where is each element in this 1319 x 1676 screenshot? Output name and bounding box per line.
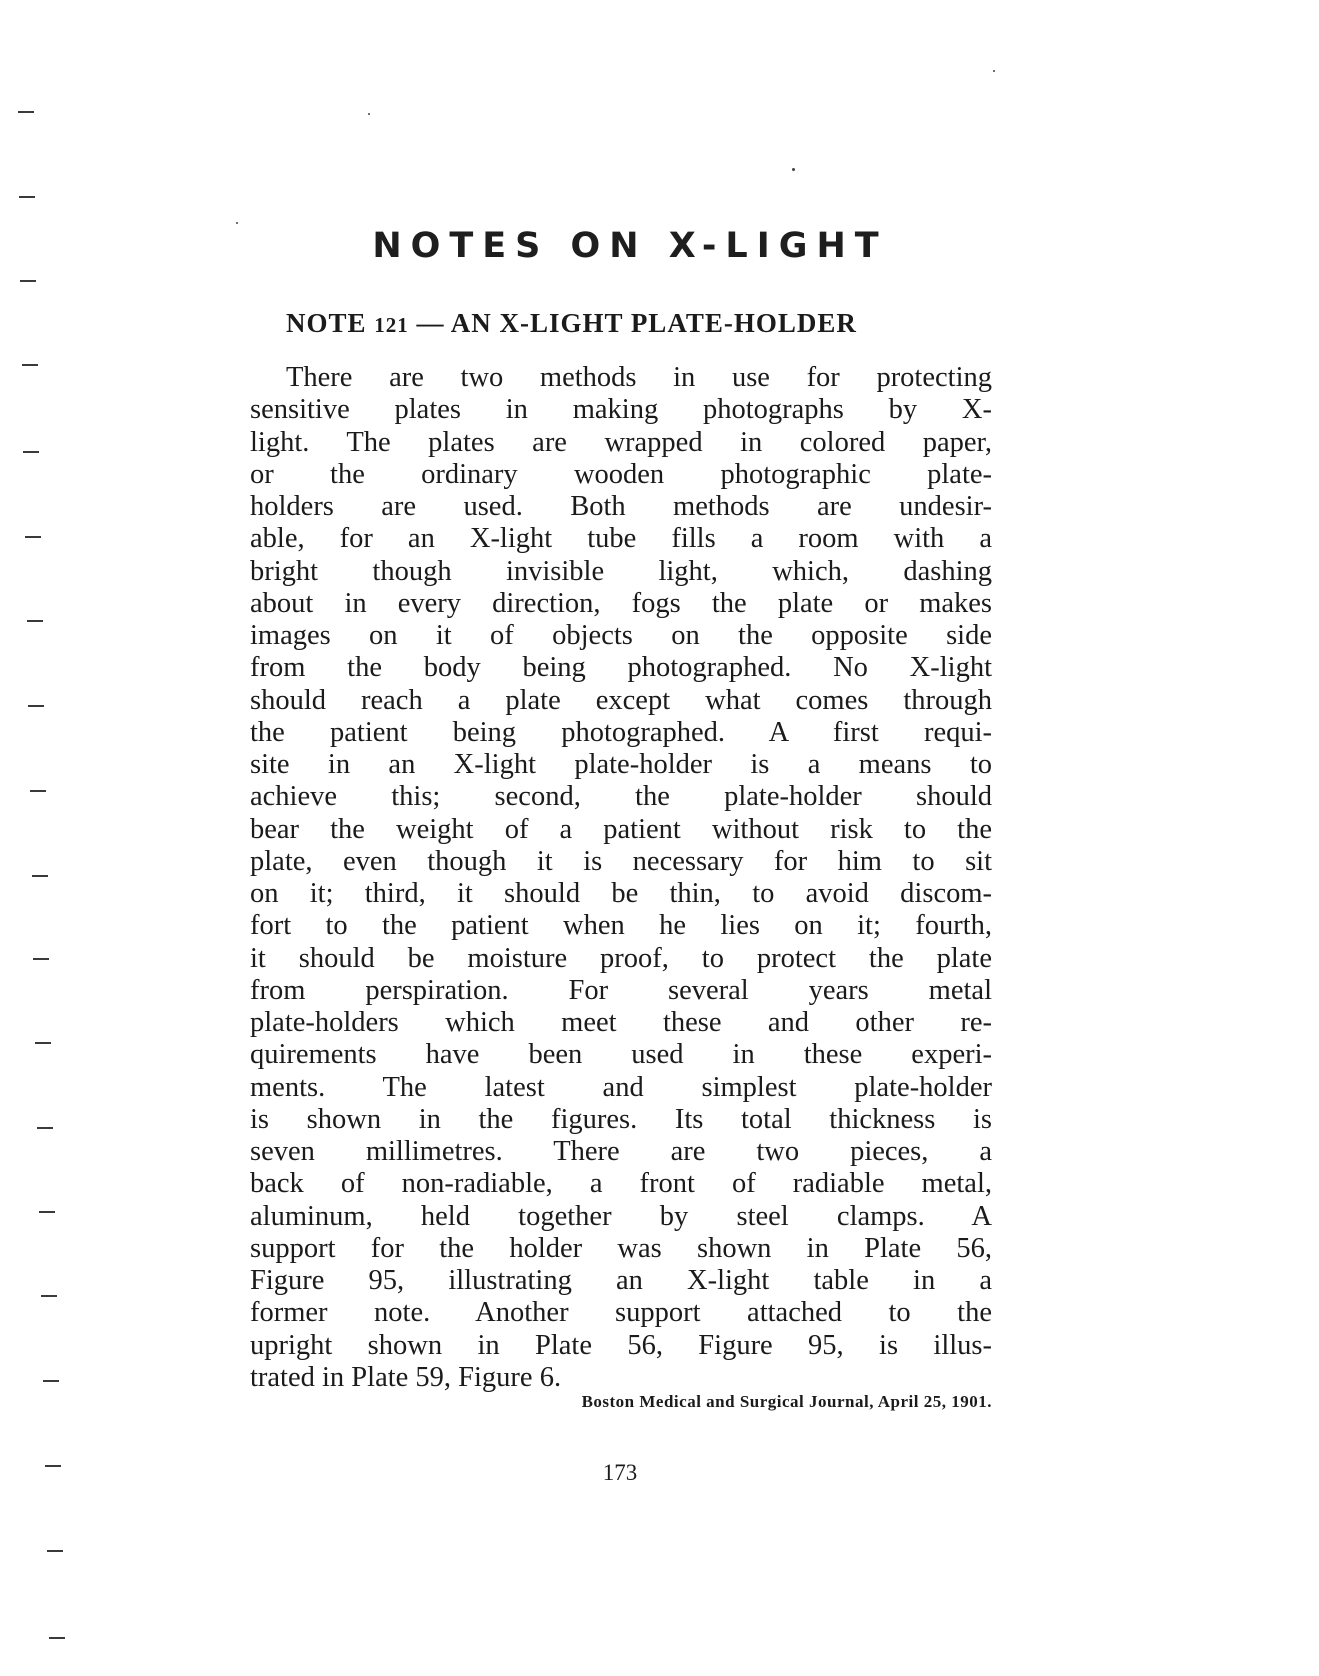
body-line: it should be moisture proof, to protect the plate [250, 942, 992, 974]
body-line: bear the weight of a patient without risk to the [250, 813, 992, 845]
note-title-text: — AN X-LIGHT PLATE-HOLDER [408, 308, 857, 338]
binding-mark [45, 1465, 61, 1467]
dust-speck [368, 113, 370, 115]
binding-mark [47, 1550, 63, 1552]
binding-mark [30, 790, 46, 792]
binding-mark [49, 1637, 65, 1639]
binding-mark [18, 111, 34, 113]
binding-mark [39, 1211, 55, 1213]
body-line: former note. Another support attached to the [250, 1297, 992, 1329]
binding-mark [28, 705, 44, 707]
dust-speck [792, 168, 795, 171]
body-line: ments. The latest and simplest plate-holder [250, 1071, 992, 1103]
body-text [250, 362, 992, 1394]
body-line: from the body being photographed. No X-light [250, 652, 992, 684]
binding-mark [43, 1380, 59, 1382]
body-line: back of non-radiable, a front of radiable metal, [250, 1168, 992, 1200]
binding-mark [32, 875, 48, 877]
binding-marks [0, 0, 80, 1676]
citation: Boston Medical and Surgical Journal, April 25, 1901. [581, 1392, 992, 1411]
body-line: images on it of objects on the opposite side [250, 620, 992, 651]
dust-speck [993, 70, 995, 72]
body-line: able, for an X-light tube fills a room with a [250, 523, 992, 555]
body-line: about in every direction, fogs the plate or makes [250, 587, 992, 619]
body-line: achieve this; second, the plate-holder should [250, 781, 992, 813]
page-heading: NOTES ON X-LIGHT [372, 226, 888, 266]
body-line: There are two methods in use for protecting [286, 362, 992, 393]
dust-speck [236, 222, 238, 224]
body-line: aluminum, held together by steel clamps. A [250, 1200, 992, 1232]
body-line: on it; third, it should be thin, to avoid discom- [250, 878, 992, 909]
binding-mark [35, 1042, 51, 1044]
binding-mark [33, 958, 49, 960]
binding-mark [22, 364, 38, 366]
note-title [286, 308, 1006, 339]
binding-mark [19, 196, 35, 198]
body-line: sensitive plates in making photographs by X- [250, 394, 992, 426]
body-line: plate-holders which meet these and other re- [250, 1007, 992, 1038]
binding-mark [41, 1295, 57, 1297]
binding-mark [23, 451, 39, 453]
note-number: 121 [374, 313, 409, 337]
body-line: seven millimetres. There are two pieces, a [250, 1136, 992, 1167]
body-line: from perspiration. For several years metal [250, 974, 992, 1006]
body-line: is shown in the figures. Its total thickness is [250, 1103, 992, 1135]
body-line: Figure 95, illustrating an X-light table in a [250, 1265, 992, 1296]
binding-mark [27, 620, 43, 622]
binding-mark [25, 536, 41, 538]
body-line: should reach a plate except what comes through [250, 684, 992, 716]
body-line: bright though invisible light, which, dashing [250, 555, 992, 587]
body-line: light. The plates are wrapped in colored paper, [250, 426, 992, 458]
binding-mark [20, 280, 36, 282]
body-line: the patient being photographed. A first requi- [250, 716, 992, 748]
body-line: fort to the patient when he lies on it; fourth, [250, 910, 992, 942]
body-line: upright shown in Plate 56, Figure 95, is illus- [250, 1329, 992, 1361]
body-line: or the ordinary wooden photographic plate- [250, 458, 992, 490]
body-line: quirements have been used in these experi- [250, 1039, 992, 1071]
body-line: plate, even though it is necessary for him to sit [250, 845, 992, 877]
body-line: trated in Plate 59, Figure 6. [250, 1361, 562, 1393]
page-number: 173 [602, 1460, 638, 1485]
note-title-prefix: NOTE [286, 308, 375, 338]
body-line: site in an X-light plate-holder is a means to [250, 749, 992, 780]
body-line: support for the holder was shown in Plate 56, [250, 1232, 992, 1264]
body-line: holders are used. Both methods are undesir- [250, 491, 992, 522]
binding-mark [37, 1127, 53, 1129]
